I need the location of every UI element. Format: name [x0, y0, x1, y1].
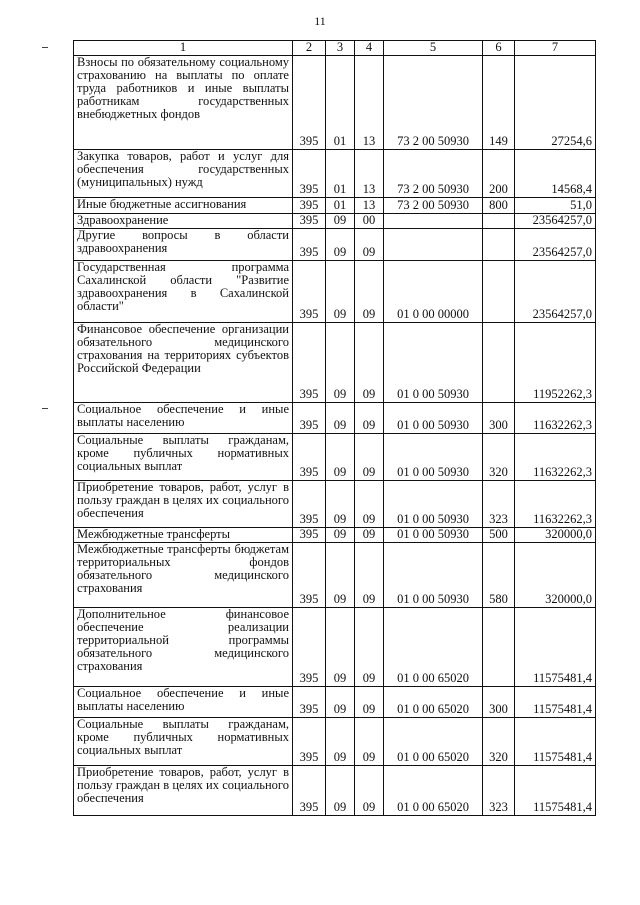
- row-target-code: 01 0 00 50930: [384, 323, 483, 403]
- row-amount: 320000,0: [515, 543, 596, 608]
- header-cell: 5: [384, 41, 483, 56]
- header-row: [74, 41, 596, 56]
- row-expense-code: 200: [483, 150, 515, 198]
- row-name: Государственная программа Сахалинской области "Развитие здравоохранения в Сахалинской области": [74, 261, 293, 323]
- row-subsection-code: 09: [355, 229, 384, 261]
- row-expense-code: 300: [483, 687, 515, 718]
- row-subsection-code: 09: [355, 481, 384, 528]
- row-section-code: 09: [326, 766, 355, 816]
- row-name: Социальные выплаты гражданам, кроме публичных нормативных социальных выплат: [74, 718, 293, 766]
- row-ministry-code: 395: [293, 150, 326, 198]
- row-ministry-code: 395: [293, 766, 326, 816]
- table-row: [74, 150, 596, 198]
- row-name: Межбюджетные трансферты бюджетам территориальных фондов обязательного медицинского страхования: [74, 543, 293, 608]
- table-row: [74, 323, 596, 403]
- row-amount: 11632262,3: [515, 403, 596, 434]
- row-name: Здравоохранение: [74, 214, 293, 229]
- row-amount: 23564257,0: [515, 261, 596, 323]
- row-amount: 11575481,4: [515, 766, 596, 816]
- row-amount: 11632262,3: [515, 434, 596, 481]
- row-subsection-code: 13: [355, 150, 384, 198]
- row-target-code: 73 2 00 50930: [384, 56, 483, 150]
- row-section-code: 09: [326, 323, 355, 403]
- row-name: Социальные выплаты гражданам, кроме публичных нормативных социальных выплат: [74, 434, 293, 481]
- row-section-code: 09: [326, 434, 355, 481]
- row-target-code: 01 0 00 65020: [384, 608, 483, 687]
- table-row: [74, 481, 596, 528]
- row-expense-code: [483, 214, 515, 229]
- row-ministry-code: 395: [293, 608, 326, 687]
- margin-mark: [42, 408, 48, 409]
- row-section-code: 09: [326, 608, 355, 687]
- row-expense-code: [483, 608, 515, 687]
- row-subsection-code: 09: [355, 403, 384, 434]
- row-subsection-code: 13: [355, 56, 384, 150]
- row-ministry-code: 395: [293, 56, 326, 150]
- table-row: [74, 608, 596, 687]
- row-ministry-code: 395: [293, 198, 326, 214]
- row-section-code: 01: [326, 56, 355, 150]
- row-target-code: 01 0 00 50930: [384, 481, 483, 528]
- table-row: [74, 261, 596, 323]
- row-amount: 14568,4: [515, 150, 596, 198]
- row-section-code: 01: [326, 150, 355, 198]
- table-row: [74, 766, 596, 816]
- row-expense-code: [483, 261, 515, 323]
- row-amount: 23564257,0: [515, 214, 596, 229]
- row-target-code: 01 0 00 50930: [384, 434, 483, 481]
- row-section-code: 09: [326, 543, 355, 608]
- row-expense-code: [483, 229, 515, 261]
- row-amount: 27254,6: [515, 56, 596, 150]
- row-amount: 11575481,4: [515, 608, 596, 687]
- row-target-code: 01 0 00 50930: [384, 543, 483, 608]
- row-subsection-code: 09: [355, 687, 384, 718]
- row-expense-code: 323: [483, 766, 515, 816]
- row-ministry-code: 395: [293, 543, 326, 608]
- row-target-code: 01 0 00 50930: [384, 528, 483, 543]
- row-name: Финансовое обеспечение организации обязательного медицинского страхования на территориях субъектов Российской Федерации: [74, 323, 293, 403]
- budget-table: [73, 40, 596, 816]
- table-row: [74, 214, 596, 229]
- row-target-code: 01 0 00 65020: [384, 718, 483, 766]
- row-target-code: 01 0 00 50930: [384, 403, 483, 434]
- row-section-code: 09: [326, 214, 355, 229]
- row-section-code: 09: [326, 687, 355, 718]
- header-cell: 1: [74, 41, 293, 56]
- table-row: [74, 718, 596, 766]
- row-name: Дополнительное финансовое обеспечение реализации территориальной программы обязательного медицинского страхования: [74, 608, 293, 687]
- row-section-code: 09: [326, 403, 355, 434]
- row-amount: 11632262,3: [515, 481, 596, 528]
- row-section-code: 09: [326, 261, 355, 323]
- row-expense-code: 320: [483, 718, 515, 766]
- table-row: [74, 198, 596, 214]
- row-name: Межбюджетные трансферты: [74, 528, 293, 543]
- row-target-code: 01 0 00 00000: [384, 261, 483, 323]
- row-ministry-code: 395: [293, 261, 326, 323]
- row-ministry-code: 395: [293, 528, 326, 543]
- table-row: [74, 687, 596, 718]
- table-row: [74, 229, 596, 261]
- row-expense-code: 320: [483, 434, 515, 481]
- row-expense-code: 500: [483, 528, 515, 543]
- row-target-code: 01 0 00 65020: [384, 687, 483, 718]
- row-amount: 320000,0: [515, 528, 596, 543]
- row-amount: 11952262,3: [515, 323, 596, 403]
- row-ministry-code: 395: [293, 687, 326, 718]
- row-amount: 51,0: [515, 198, 596, 214]
- table-row: [74, 403, 596, 434]
- row-expense-code: 300: [483, 403, 515, 434]
- row-name: Приобретение товаров, работ, услуг в пользу граждан в целях их социального обеспечения: [74, 766, 293, 816]
- row-subsection-code: 09: [355, 261, 384, 323]
- row-subsection-code: 09: [355, 543, 384, 608]
- row-amount: 23564257,0: [515, 229, 596, 261]
- row-subsection-code: 09: [355, 718, 384, 766]
- table-row: [74, 56, 596, 150]
- row-ministry-code: 395: [293, 718, 326, 766]
- margin-mark: [42, 47, 48, 48]
- row-subsection-code: 09: [355, 528, 384, 543]
- row-section-code: 01: [326, 198, 355, 214]
- row-target-code: 73 2 00 50930: [384, 198, 483, 214]
- row-section-code: 09: [326, 718, 355, 766]
- row-target-code: [384, 214, 483, 229]
- row-name: Иные бюджетные ассигнования: [74, 198, 293, 214]
- row-target-code: [384, 229, 483, 261]
- row-ministry-code: 395: [293, 434, 326, 481]
- row-target-code: 73 2 00 50930: [384, 150, 483, 198]
- row-name: Закупка товаров, работ и услуг для обеспечения государственных (муниципальных) нужд: [74, 150, 293, 198]
- row-amount: 11575481,4: [515, 718, 596, 766]
- header-cell: 7: [515, 41, 596, 56]
- row-name: Приобретение товаров, работ, услуг в пользу граждан в целях их социального обеспечения: [74, 481, 293, 528]
- header-cell: 4: [355, 41, 384, 56]
- table-row: [74, 543, 596, 608]
- row-subsection-code: 13: [355, 198, 384, 214]
- row-name: Социальное обеспечение и иные выплаты населению: [74, 403, 293, 434]
- row-name: Социальное обеспечение и иные выплаты населению: [74, 687, 293, 718]
- row-section-code: 09: [326, 528, 355, 543]
- row-subsection-code: 09: [355, 434, 384, 481]
- row-ministry-code: 395: [293, 403, 326, 434]
- row-expense-code: 800: [483, 198, 515, 214]
- header-cell: 6: [483, 41, 515, 56]
- row-ministry-code: 395: [293, 229, 326, 261]
- row-subsection-code: 09: [355, 608, 384, 687]
- table-row: [74, 434, 596, 481]
- row-name: Взносы по обязательному социальному страхованию на выплаты по оплате труда работников и иные выплаты работникам государственных внебюджетных фондов: [74, 56, 293, 150]
- table-row: [74, 528, 596, 543]
- row-name: Другие вопросы в области здравоохранения: [74, 229, 293, 261]
- row-section-code: 09: [326, 229, 355, 261]
- header-cell: 3: [326, 41, 355, 56]
- row-subsection-code: 00: [355, 214, 384, 229]
- row-ministry-code: 395: [293, 481, 326, 528]
- row-expense-code: 580: [483, 543, 515, 608]
- row-ministry-code: 395: [293, 214, 326, 229]
- page-number: 11: [314, 14, 326, 28]
- row-expense-code: 149: [483, 56, 515, 150]
- row-ministry-code: 395: [293, 323, 326, 403]
- row-amount: 11575481,4: [515, 687, 596, 718]
- row-expense-code: [483, 323, 515, 403]
- row-target-code: 01 0 00 65020: [384, 766, 483, 816]
- header-cell: 2: [293, 41, 326, 56]
- row-expense-code: 323: [483, 481, 515, 528]
- row-subsection-code: 09: [355, 766, 384, 816]
- row-section-code: 09: [326, 481, 355, 528]
- row-subsection-code: 09: [355, 323, 384, 403]
